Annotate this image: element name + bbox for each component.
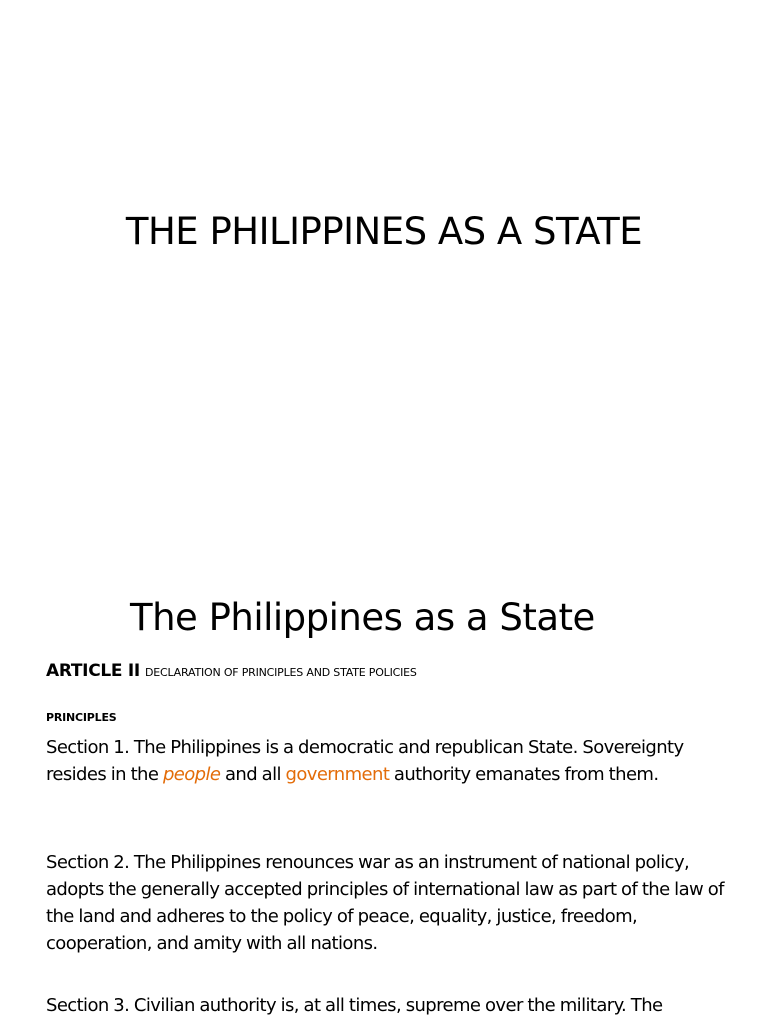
principles-heading: PRINCIPLES [46,711,117,724]
section-1-text-start: Section 1. The Philippines is a democratic and republican State. Sovereignty resides in the [46,737,684,785]
government-highlight: government [285,764,390,785]
article-label: ARTICLE II [46,661,140,681]
section-3-paragraph: Section 3. Civilian authority is, at all times, supreme over the military. The [46,995,663,1016]
section-1-text-middle: and all [220,764,286,785]
section-1-text-end: authority emanates from them. [389,764,659,785]
section-2-paragraph: Section 2. The Philippines renounces war as an instrument of national policy, adopts the generally accepted principles of international law as part of the law of the land and adheres to the policy of peace, equality, justice, freedom, cooperation, and amity with all nations. [46,852,724,954]
people-highlight: people [162,764,221,785]
slide-1-title: THE PHILIPPINES AS A STATE [125,210,643,253]
article-description: DECLARATION OF PRINCIPLES AND STATE POLICIES [145,666,417,679]
article-heading [46,660,417,684]
slide-article-ii [0,574,768,1024]
slide-2-title: The Philippines as a State [130,596,595,639]
section-1-paragraph [46,734,746,788]
